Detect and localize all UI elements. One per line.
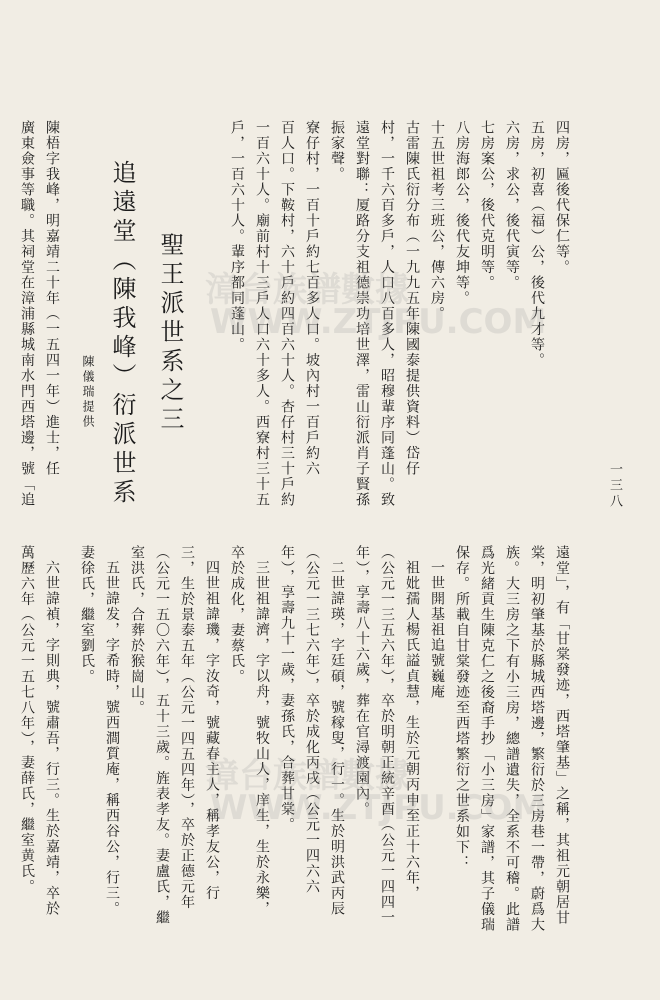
text-column: 陳梧字我峰，明嘉靖二十年（一五四一年）進士，任 [44,120,60,477]
text-column: 十五世祖考三班公，傳六房。 [429,120,445,322]
text-column: 三，生於景泰五年（公元一四五四年），卒於正德元年 [179,545,195,910]
credit-line: 陳儀瑞提供 [81,355,95,430]
text-column: 七房案公，後代克明等。 [479,120,495,291]
text-column: 萬歷六年（公元一五七八年），妻薛氏，繼室黄氏。 [19,545,35,895]
text-column: 寮仔村，一百十戶約七百多人口。坡內村一百戶約六 [304,120,320,477]
text-column: 六房，求公，後代寅等。 [504,120,520,291]
text-column: 四房，匾後代保仁等。 [554,120,570,275]
text-column: 一世開基祖追號巍庵 [429,560,445,700]
text-column: 遠堂」，有「甘棠發迹，西塔肇基」之稱，其祖元朝居甘 [554,545,570,926]
text-column: 五房，初喜（福）公，後代九才等。 [529,120,545,368]
text-column: 八房海郎公，後代友坤等。 [454,120,470,306]
text-column: 廣東僉事等職。其祠堂在漳浦縣城南水門西塔邊，號「追 [19,120,35,508]
text-column: 爲光緒貢生陳克仁之後裔手抄「小三房」家譜，其子儀瑞 [479,545,495,933]
text-column: 振家聲。 [329,120,345,182]
text-column: 棠，明初肇基於縣城西塔邊，繁衍於三房巷一帶，蔚爲大 [529,545,545,933]
text-column: 六世諱禎，字則典，號肅吾，行三。生於嘉靖，卒於 [44,560,60,917]
text-column: 五世諱发，字希時，號西澗質庵，稱西谷公，行三。 [104,560,120,917]
text-column: 二世諱瑛，字廷碩，號稼叟，行一。生於明洪武丙辰 [329,560,345,917]
watermark-text: 漳台族譜數據 [205,270,409,310]
text-column: 卒於成化，妻蔡氏。 [229,545,245,685]
watermark-text: 漳台族譜數據 [205,756,409,796]
text-column: 年），享壽九十一歲，妻孫氏，合葬甘棠。 [279,545,295,833]
text-column: 四世祖諱璣，字汝奇，號藏春主人，稱孝友公，行 [204,560,220,901]
section-title: 追遠堂（陳我峰）衍派世系 [108,160,136,508]
text-column: 保存。所載自甘棠發迹至西塔繁衍之世系如下： [454,545,470,871]
text-column: 一百六十人。廟前村十三戶人口六十多人。西寮村三十五 [254,120,270,508]
watermark-url: WWW.ZTJPU.COM [210,302,547,342]
text-column: 祖妣孺人楊氏謚貞慧，生於元朝丙申至正十六年， [404,560,420,901]
section-heading: 聖王派世系之三 [156,232,184,435]
text-column: （公元一五〇六年），五十三歲。旌表孝友。妻盧氏，繼 [154,545,170,926]
text-column: 室洪氏，合葬於猴崗山。 [129,545,145,716]
page-number: 一三八 [607,462,622,510]
text-column: 村，一千六百多戶，人口八百多人，昭穆輩序同蓬山。致 [379,120,395,508]
text-column: 百人口。下鞍村，六十戶約四百六十人。杏仔村三十戶約 [279,120,295,508]
text-column: 戶，一百六十人。輩序都同蓬山。 [229,120,245,353]
text-column: 遠堂對聯：厦路分支祖德崇功培世澤，雷山衍派肖子賢孫 [354,120,370,508]
text-column: （公元一三五六年），卒於明朝正統辛酉（公元一四四一 [379,545,395,926]
text-column: 年），享壽八十六歲，葬在官潯渡園內。 [354,545,370,817]
text-column: 族。大三房之下有小三房，總譜遺失，全系不可稽。此譜 [504,545,520,933]
text-column: 妻徐氏，繼室劉氏。 [79,545,95,685]
text-column: 古雷陳氏衍分布（一九九五年陳國泰提供資料）岱仔 [404,120,420,477]
text-column: 三世祖諱濟，字以舟，號牧山人，庠生，生於永樂， [254,560,270,917]
text-column: （公元一三七六年），卒於成化丙戌（公元一四六六 [304,545,320,895]
watermark-url: WWW.ZTJPU.COM [210,788,547,828]
